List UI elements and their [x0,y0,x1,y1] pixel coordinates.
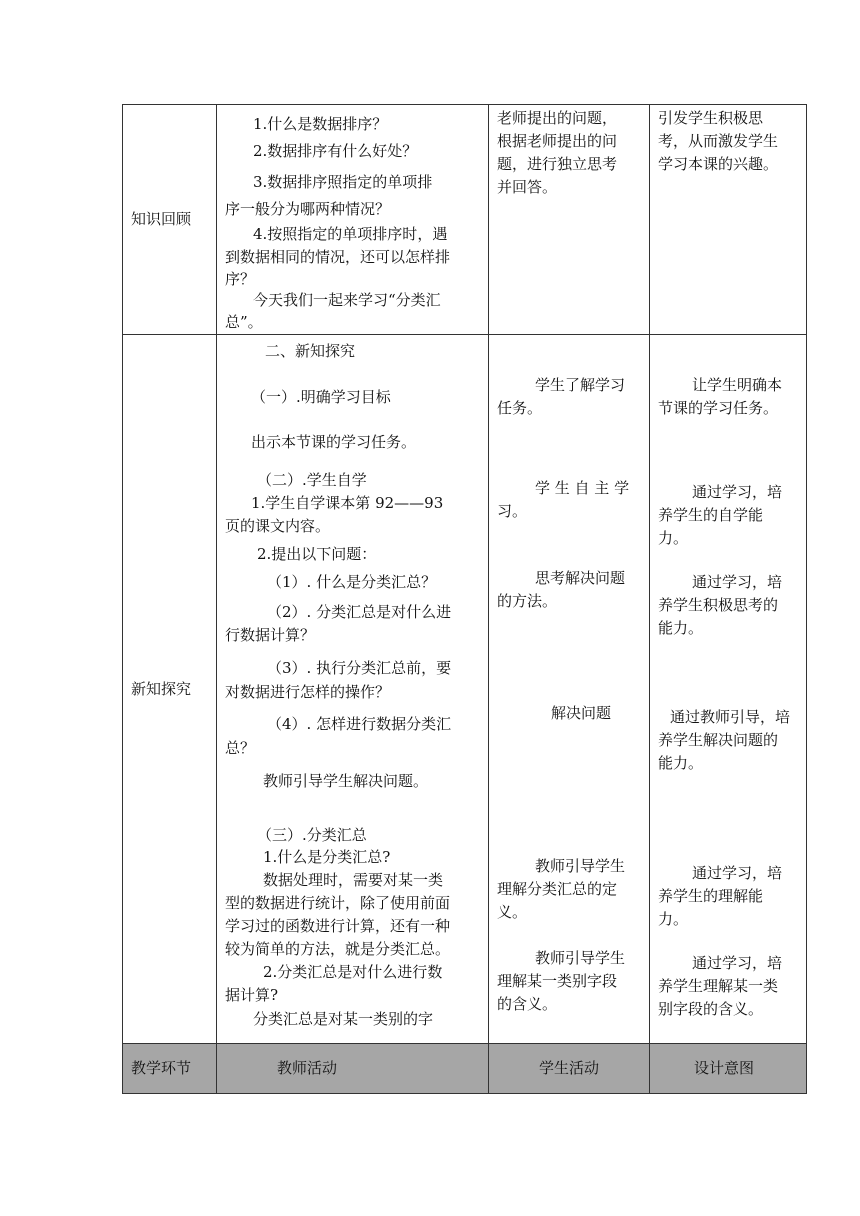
text-line: 序？ [225,270,256,288]
text-line: 养学生解决问题的 [658,731,779,749]
header-label: 教学环节 [131,1059,192,1077]
text-line: 让学生明确本 [692,376,783,394]
text-line: 力。 [658,910,689,928]
text-line: 义。 [497,903,528,921]
table-header-row [123,1044,807,1094]
text-line: 型的数据进行统计，除了使用前面 [225,894,451,912]
text-line: 题，进行独立思考 [497,155,618,173]
text-line: 根据老师提出的问 [497,132,618,150]
text-line: 教师引导学生 [535,949,626,967]
text-line: 的含义。 [497,995,558,1013]
text-line: 通过学习，培 [692,864,783,882]
text-line: 到数据相同的情况，还可以怎样排 [225,248,451,266]
student-activity-cell [489,105,650,335]
text-line: 行数据计算？ [225,626,316,644]
text-line: 通过学习，培 [692,573,783,591]
stage-label: 知识回顾 [131,210,192,228]
text-line: 思考解决问题 [535,569,626,587]
text-line: 1.什么是数据排序？ [253,115,388,133]
stage-label: 新知探究 [131,679,192,698]
text-line: 的方法。 [497,592,558,610]
text-line: 序一般分为哪两种情况？ [225,200,391,218]
text-line: （二）.学生自学 [257,471,367,489]
text-line: 二、新知探究 [265,342,356,360]
header-label: 设计意图 [694,1059,755,1077]
stage-cell [123,335,217,1044]
text-line: 分类汇总是对某一类别的字 [253,1010,434,1028]
stage-cell [123,105,217,335]
text-line: （2）. 分类汇总是对什么进 [267,603,452,621]
text-line: 能力。 [658,754,704,772]
text-line: 别字段的含义。 [658,1000,764,1018]
design-intent-cell [650,105,807,335]
text-line: 养学生理解某一类 [658,977,779,995]
text-line: 数据处理时，需要对某一类 [263,871,444,889]
text-line: 对数据进行怎样的操作？ [225,683,391,701]
text-line: 学习过的函数进行计算，还有一种 [225,917,451,935]
table-row-review [123,105,807,335]
text-line: 4.按照指定的单项排序时，遇 [253,225,448,243]
text-line: 2.数据排序有什么好处？ [253,142,418,160]
text-line: 出示本节课的学习任务。 [251,433,417,451]
text-line: 学 生 自 主 学 [535,479,630,497]
design-intent-cell [650,335,807,1044]
text-line: 据计算? [225,986,279,1004]
student-activity-cell [489,335,650,1044]
text-line: 通过学习，培 [692,954,783,972]
text-line: 力。 [658,529,689,547]
text-line: 总？ [225,739,256,757]
teacher-activity-cell [217,335,489,1044]
header-stage [123,1044,217,1094]
text-line: 页的课文内容。 [225,517,331,535]
text-line: 解决问题 [551,704,612,722]
text-line: 通过教师引导，培 [670,708,791,726]
text-line: 任务。 [497,399,543,417]
text-line: 3.数据排序照指定的单项排 [253,173,433,191]
text-line: 今天我们一起来学习“分类汇 [253,291,441,309]
text-line: 养学生的自学能 [658,506,764,524]
header-intent [650,1044,807,1094]
text-line: 1.什么是分类汇总? [263,848,391,866]
text-line: 养学生的理解能 [658,887,764,905]
text-line: 较为简单的方法，就是分类汇总。 [225,940,451,958]
text-line: 能力。 [658,619,704,637]
text-line: 1.学生自学课本第 92——93 [251,494,444,512]
teacher-activity-cell [217,105,489,335]
text-line: （1）. 什么是分类汇总？ [267,573,437,591]
text-line: 老师提出的问题， [497,109,618,127]
text-line: 习。 [497,502,528,520]
text-line: 理解分类汇总的定 [497,880,618,898]
text-line: （一）.明确学习目标 [251,388,391,406]
text-line: 考，从而激发学生 [658,132,779,150]
text-line: 节课的学习任务。 [658,399,779,417]
table-row-explore [123,335,807,1044]
text-line: 学习本课的兴趣。 [658,155,779,173]
text-line: 引发学生积极思 [658,109,764,127]
header-teacher [217,1044,489,1094]
text-line: 理解某一类别字段 [497,972,618,990]
text-line: （三）.分类汇总 [257,826,367,844]
header-label: 学生活动 [539,1059,600,1077]
text-line: 2.分类汇总是对什么进行数 [263,963,443,981]
text-line: （4）. 怎样进行数据分类汇 [267,715,452,733]
text-line: 教师引导学生解决问题。 [263,772,429,790]
header-label: 教师活动 [277,1059,338,1077]
text-line: （3）. 执行分类汇总前，要 [267,659,452,677]
text-line: 通过学习，培 [692,483,783,501]
text-line: 教师引导学生 [535,857,626,875]
lesson-plan-table [122,104,807,1094]
text-line: 学生了解学习 [535,376,626,394]
text-line: 2.提出以下问题： [257,545,377,563]
text-line: 总”。 [225,313,263,331]
text-line: 并回答。 [497,178,558,196]
header-student [489,1044,650,1094]
text-line: 养学生积极思考的 [658,596,779,614]
